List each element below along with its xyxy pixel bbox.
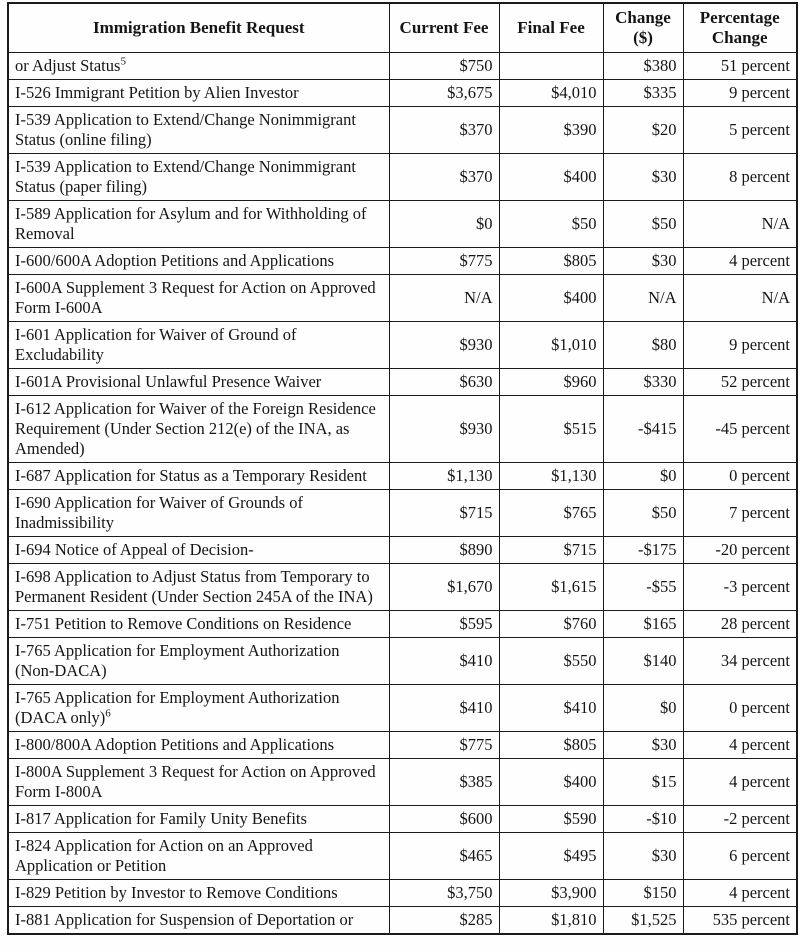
percentage-change-cell: 4 percent xyxy=(683,732,797,759)
table-row xyxy=(8,685,797,732)
footnote-marker: 5 xyxy=(120,55,126,68)
benefit-request-cell: I-601A Provisional Unlawful Presence Waiver xyxy=(8,369,389,396)
fee-table xyxy=(7,2,798,935)
table-row xyxy=(8,463,797,490)
percentage-change-cell: 4 percent xyxy=(683,880,797,907)
current-fee-cell: $410 xyxy=(389,638,499,685)
change-cell: $50 xyxy=(603,201,683,248)
col-header-benefit-request: Immigration Benefit Request xyxy=(8,3,389,53)
col-header-change-dollars: Change ($) xyxy=(603,3,683,53)
final-fee-cell: $805 xyxy=(499,732,603,759)
table-row xyxy=(8,396,797,463)
current-fee-cell: $715 xyxy=(389,490,499,537)
current-fee-cell: $385 xyxy=(389,759,499,806)
table-row xyxy=(8,53,797,80)
benefit-request-cell: I-601 Application for Waiver of Ground of Excludability xyxy=(8,322,389,369)
change-cell: $15 xyxy=(603,759,683,806)
table-row xyxy=(8,833,797,880)
change-cell: $30 xyxy=(603,154,683,201)
current-fee-cell: N/A xyxy=(389,275,499,322)
table-row xyxy=(8,806,797,833)
current-fee-cell: $370 xyxy=(389,154,499,201)
benefit-request-cell: I-694 Notice of Appeal of Decision- xyxy=(8,537,389,564)
change-cell: -$175 xyxy=(603,537,683,564)
percentage-change-cell: 535 percent xyxy=(683,907,797,935)
table-row xyxy=(8,638,797,685)
final-fee-cell: $760 xyxy=(499,611,603,638)
final-fee-cell: $765 xyxy=(499,490,603,537)
final-fee-cell: $1,810 xyxy=(499,907,603,935)
benefit-request-cell: I-612 Application for Waiver of the Foreign Residence Requirement (Under Section 212(e) of the INA, as Amended) xyxy=(8,396,389,463)
benefit-request-cell: I-539 Application to Extend/Change Nonimmigrant Status (paper filing) xyxy=(8,154,389,201)
table-row xyxy=(8,611,797,638)
benefit-request-cell: I-881 Application for Suspension of Deportation or xyxy=(8,907,389,935)
table-row xyxy=(8,201,797,248)
current-fee-cell: $285 xyxy=(389,907,499,935)
final-fee-cell: $400 xyxy=(499,275,603,322)
current-fee-cell: $1,670 xyxy=(389,564,499,611)
table-header-row xyxy=(8,3,797,53)
change-cell: $140 xyxy=(603,638,683,685)
table-row xyxy=(8,880,797,907)
current-fee-cell: $3,750 xyxy=(389,880,499,907)
final-fee-cell: $550 xyxy=(499,638,603,685)
current-fee-cell: $1,130 xyxy=(389,463,499,490)
current-fee-cell: $775 xyxy=(389,248,499,275)
benefit-request-cell: I-751 Petition to Remove Conditions on Residence xyxy=(8,611,389,638)
current-fee-cell: $750 xyxy=(389,53,499,80)
current-fee-cell: $465 xyxy=(389,833,499,880)
change-cell: $150 xyxy=(603,880,683,907)
change-cell: $165 xyxy=(603,611,683,638)
benefit-request-cell: I-589 Application for Asylum and for Withholding of Removal xyxy=(8,201,389,248)
benefit-request-cell: I-600A Supplement 3 Request for Action on Approved Form I-600A xyxy=(8,275,389,322)
final-fee-cell: $1,010 xyxy=(499,322,603,369)
percentage-change-cell: 4 percent xyxy=(683,759,797,806)
change-cell: $380 xyxy=(603,53,683,80)
current-fee-cell: $600 xyxy=(389,806,499,833)
table-row xyxy=(8,80,797,107)
percentage-change-cell: 0 percent xyxy=(683,463,797,490)
percentage-change-cell: 52 percent xyxy=(683,369,797,396)
table-row xyxy=(8,537,797,564)
percentage-change-cell: 4 percent xyxy=(683,248,797,275)
percentage-change-cell: -2 percent xyxy=(683,806,797,833)
percentage-change-cell: 5 percent xyxy=(683,107,797,154)
percentage-change-cell: 28 percent xyxy=(683,611,797,638)
change-cell: -$415 xyxy=(603,396,683,463)
current-fee-cell: $775 xyxy=(389,732,499,759)
change-cell: $1,525 xyxy=(603,907,683,935)
change-cell: $50 xyxy=(603,490,683,537)
benefit-request-cell: I-539 Application to Extend/Change Nonimmigrant Status (online filing) xyxy=(8,107,389,154)
change-cell: -$55 xyxy=(603,564,683,611)
change-cell: $335 xyxy=(603,80,683,107)
change-cell: $80 xyxy=(603,322,683,369)
col-header-current-fee: Current Fee xyxy=(389,3,499,53)
table-row xyxy=(8,564,797,611)
change-cell: $30 xyxy=(603,732,683,759)
percentage-change-cell: N/A xyxy=(683,275,797,322)
benefit-request-cell: I-690 Application for Waiver of Grounds of Inadmissibility xyxy=(8,490,389,537)
benefit-request-cell: I-765 Application for Employment Authorization (Non-DACA) xyxy=(8,638,389,685)
change-cell: N/A xyxy=(603,275,683,322)
benefit-request-cell: I-765 Application for Employment Authorization (DACA only)$^6$ xyxy=(8,685,389,732)
table-row xyxy=(8,732,797,759)
table-row xyxy=(8,322,797,369)
percentage-change-cell: 9 percent xyxy=(683,322,797,369)
final-fee-cell: $515 xyxy=(499,396,603,463)
benefit-request-cell: I-817 Application for Family Unity Benefits xyxy=(8,806,389,833)
final-fee-cell: $400 xyxy=(499,759,603,806)
benefit-request-cell: I-800/800A Adoption Petitions and Applications xyxy=(8,732,389,759)
final-fee-cell: $495 xyxy=(499,833,603,880)
change-cell: $0 xyxy=(603,685,683,732)
final-fee-cell: $390 xyxy=(499,107,603,154)
change-cell: $20 xyxy=(603,107,683,154)
table-row xyxy=(8,490,797,537)
current-fee-cell: $595 xyxy=(389,611,499,638)
table-row xyxy=(8,759,797,806)
percentage-change-cell: 8 percent xyxy=(683,154,797,201)
final-fee-cell: $400 xyxy=(499,154,603,201)
final-fee-cell: $715 xyxy=(499,537,603,564)
final-fee-cell: $410 xyxy=(499,685,603,732)
percentage-change-cell: 34 percent xyxy=(683,638,797,685)
current-fee-cell: $930 xyxy=(389,322,499,369)
benefit-request-cell: I-824 Application for Action on an Approved Application or Petition xyxy=(8,833,389,880)
current-fee-cell: $630 xyxy=(389,369,499,396)
change-cell: $0 xyxy=(603,463,683,490)
benefit-request-cell: I-687 Application for Status as a Temporary Resident xyxy=(8,463,389,490)
fee-table-body xyxy=(8,53,797,935)
percentage-change-cell: -20 percent xyxy=(683,537,797,564)
table-row xyxy=(8,107,797,154)
benefit-request-cell: I-800A Supplement 3 Request for Action on Approved Form I-800A xyxy=(8,759,389,806)
percentage-change-cell: 9 percent xyxy=(683,80,797,107)
percentage-change-cell: 0 percent xyxy=(683,685,797,732)
change-cell: $330 xyxy=(603,369,683,396)
final-fee-cell: $590 xyxy=(499,806,603,833)
percentage-change-cell: 51 percent xyxy=(683,53,797,80)
current-fee-cell: $3,675 xyxy=(389,80,499,107)
final-fee-cell: $3,900 xyxy=(499,880,603,907)
final-fee-cell xyxy=(499,53,603,80)
final-fee-cell: $1,130 xyxy=(499,463,603,490)
change-cell: -$10 xyxy=(603,806,683,833)
benefit-request-cell: or Adjust Status$^5$ xyxy=(8,53,389,80)
current-fee-cell: $930 xyxy=(389,396,499,463)
current-fee-cell: $370 xyxy=(389,107,499,154)
benefit-request-cell: I-600/600A Adoption Petitions and Applications xyxy=(8,248,389,275)
col-header-percentage-change: Percentage Change xyxy=(683,3,797,53)
col-header-final-fee: Final Fee xyxy=(499,3,603,53)
percentage-change-cell: -3 percent xyxy=(683,564,797,611)
percentage-change-cell: 7 percent xyxy=(683,490,797,537)
final-fee-cell: $4,010 xyxy=(499,80,603,107)
table-row xyxy=(8,275,797,322)
current-fee-cell: $0 xyxy=(389,201,499,248)
footnote-marker: 6 xyxy=(105,707,111,720)
percentage-change-cell: 6 percent xyxy=(683,833,797,880)
benefit-request-cell: I-829 Petition by Investor to Remove Conditions xyxy=(8,880,389,907)
current-fee-cell: $890 xyxy=(389,537,499,564)
change-cell: $30 xyxy=(603,833,683,880)
benefit-request-cell: I-526 Immigrant Petition by Alien Investor xyxy=(8,80,389,107)
percentage-change-cell: -45 percent xyxy=(683,396,797,463)
table-row xyxy=(8,907,797,935)
change-cell: $30 xyxy=(603,248,683,275)
table-row xyxy=(8,248,797,275)
table-row xyxy=(8,369,797,396)
final-fee-cell: $805 xyxy=(499,248,603,275)
percentage-change-cell: N/A xyxy=(683,201,797,248)
benefit-request-cell: I-698 Application to Adjust Status from Temporary to Permanent Resident (Under Section 245A of the INA) xyxy=(8,564,389,611)
final-fee-cell: $960 xyxy=(499,369,603,396)
final-fee-cell: $50 xyxy=(499,201,603,248)
current-fee-cell: $410 xyxy=(389,685,499,732)
final-fee-cell: $1,615 xyxy=(499,564,603,611)
table-row xyxy=(8,154,797,201)
